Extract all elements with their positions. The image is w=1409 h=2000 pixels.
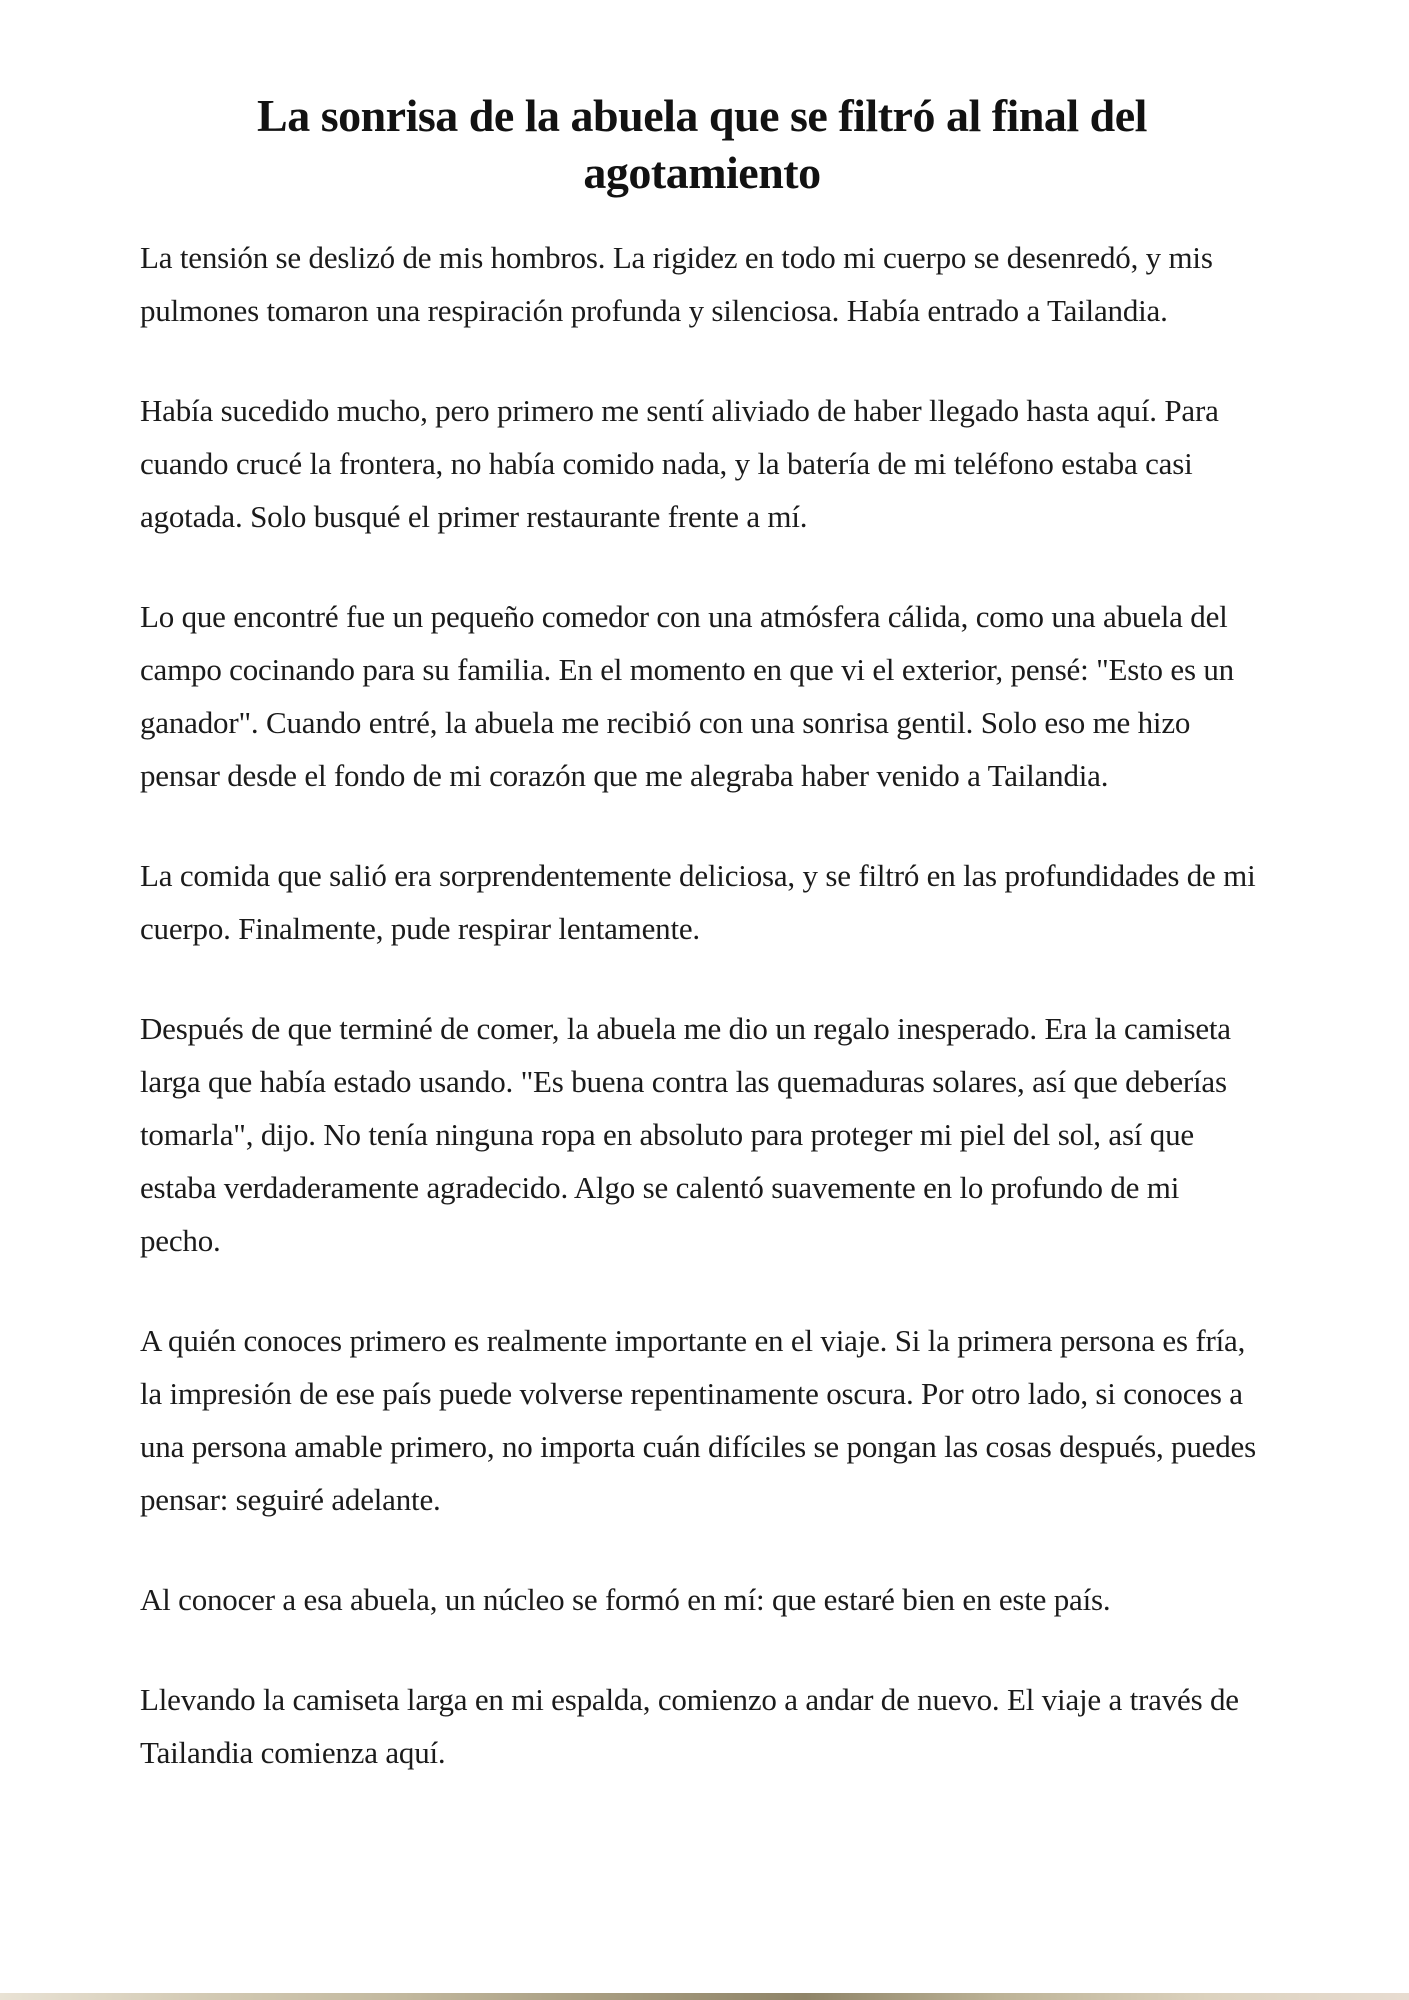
paragraph: La tensión se deslizó de mis hombros. La rigidez en todo mi cuerpo se desenredó, y mis pulmones tomaron una respiración profunda y silenciosa. Había entrado a Tailandia.	[140, 240, 1213, 329]
paragraph: La comida que salió era sorprendentemente deliciosa, y se filtró en las profundidades de mi cuerpo. Finalmente, pude respirar lentamente.	[140, 858, 1256, 947]
photo-top-edge	[0, 1993, 1409, 2000]
paragraph: Después de que terminé de comer, la abuela me dio un regalo inesperado. Era la camiseta larga que había estado usando. "Es buena contra las quemaduras solares, así que deberías tomarla", dijo. No tenía ninguna ropa en absoluto para proteger mi piel del sol, así que estaba verdaderamente agradecido. Algo se calentó suavemente en lo profundo de mi pecho.	[140, 1011, 1231, 1259]
paragraph: Llevando la camiseta larga en mi espalda, comienzo a andar de nuevo. El viaje a través de Tailandia comienza aquí.	[140, 1682, 1239, 1771]
page-title: La sonrisa de la abuela que se filtró al final del agotamiento	[257, 90, 1147, 199]
paragraph: Al conocer a esa abuela, un núcleo se formó en mí: que estaré bien en este país.	[140, 1582, 1111, 1618]
paragraph: A quién conoces primero es realmente importante en el viaje. Si la primera persona es fría, la impresión de ese país puede volverse repentinamente oscura. Por otro lado, si conoces a una persona amable primero, no importa cuán difíciles se pongan las cosas después, puedes pensar: seguiré adelante.	[140, 1323, 1256, 1518]
paragraph: Había sucedido mucho, pero primero me sentí aliviado de haber llegado hasta aquí. Para cuando crucé la frontera, no había comido nada, y la batería de mi teléfono estaba casi agotada. Solo busqué el primer restaurante frente a mí.	[140, 393, 1219, 535]
paragraph: Lo que encontré fue un pequeño comedor con una atmósfera cálida, como una abuela del campo cocinando para su familia. En el momento en que vi el exterior, pensé: "Esto es un ganador". Cuando entré, la abuela me recibió con una sonrisa gentil. Solo eso me hizo pensar desde el fondo de mi corazón que me alegraba haber venido a Tailandia.	[140, 599, 1234, 794]
article-body	[140, 231, 1264, 1779]
article-page	[140, 0, 1264, 1779]
